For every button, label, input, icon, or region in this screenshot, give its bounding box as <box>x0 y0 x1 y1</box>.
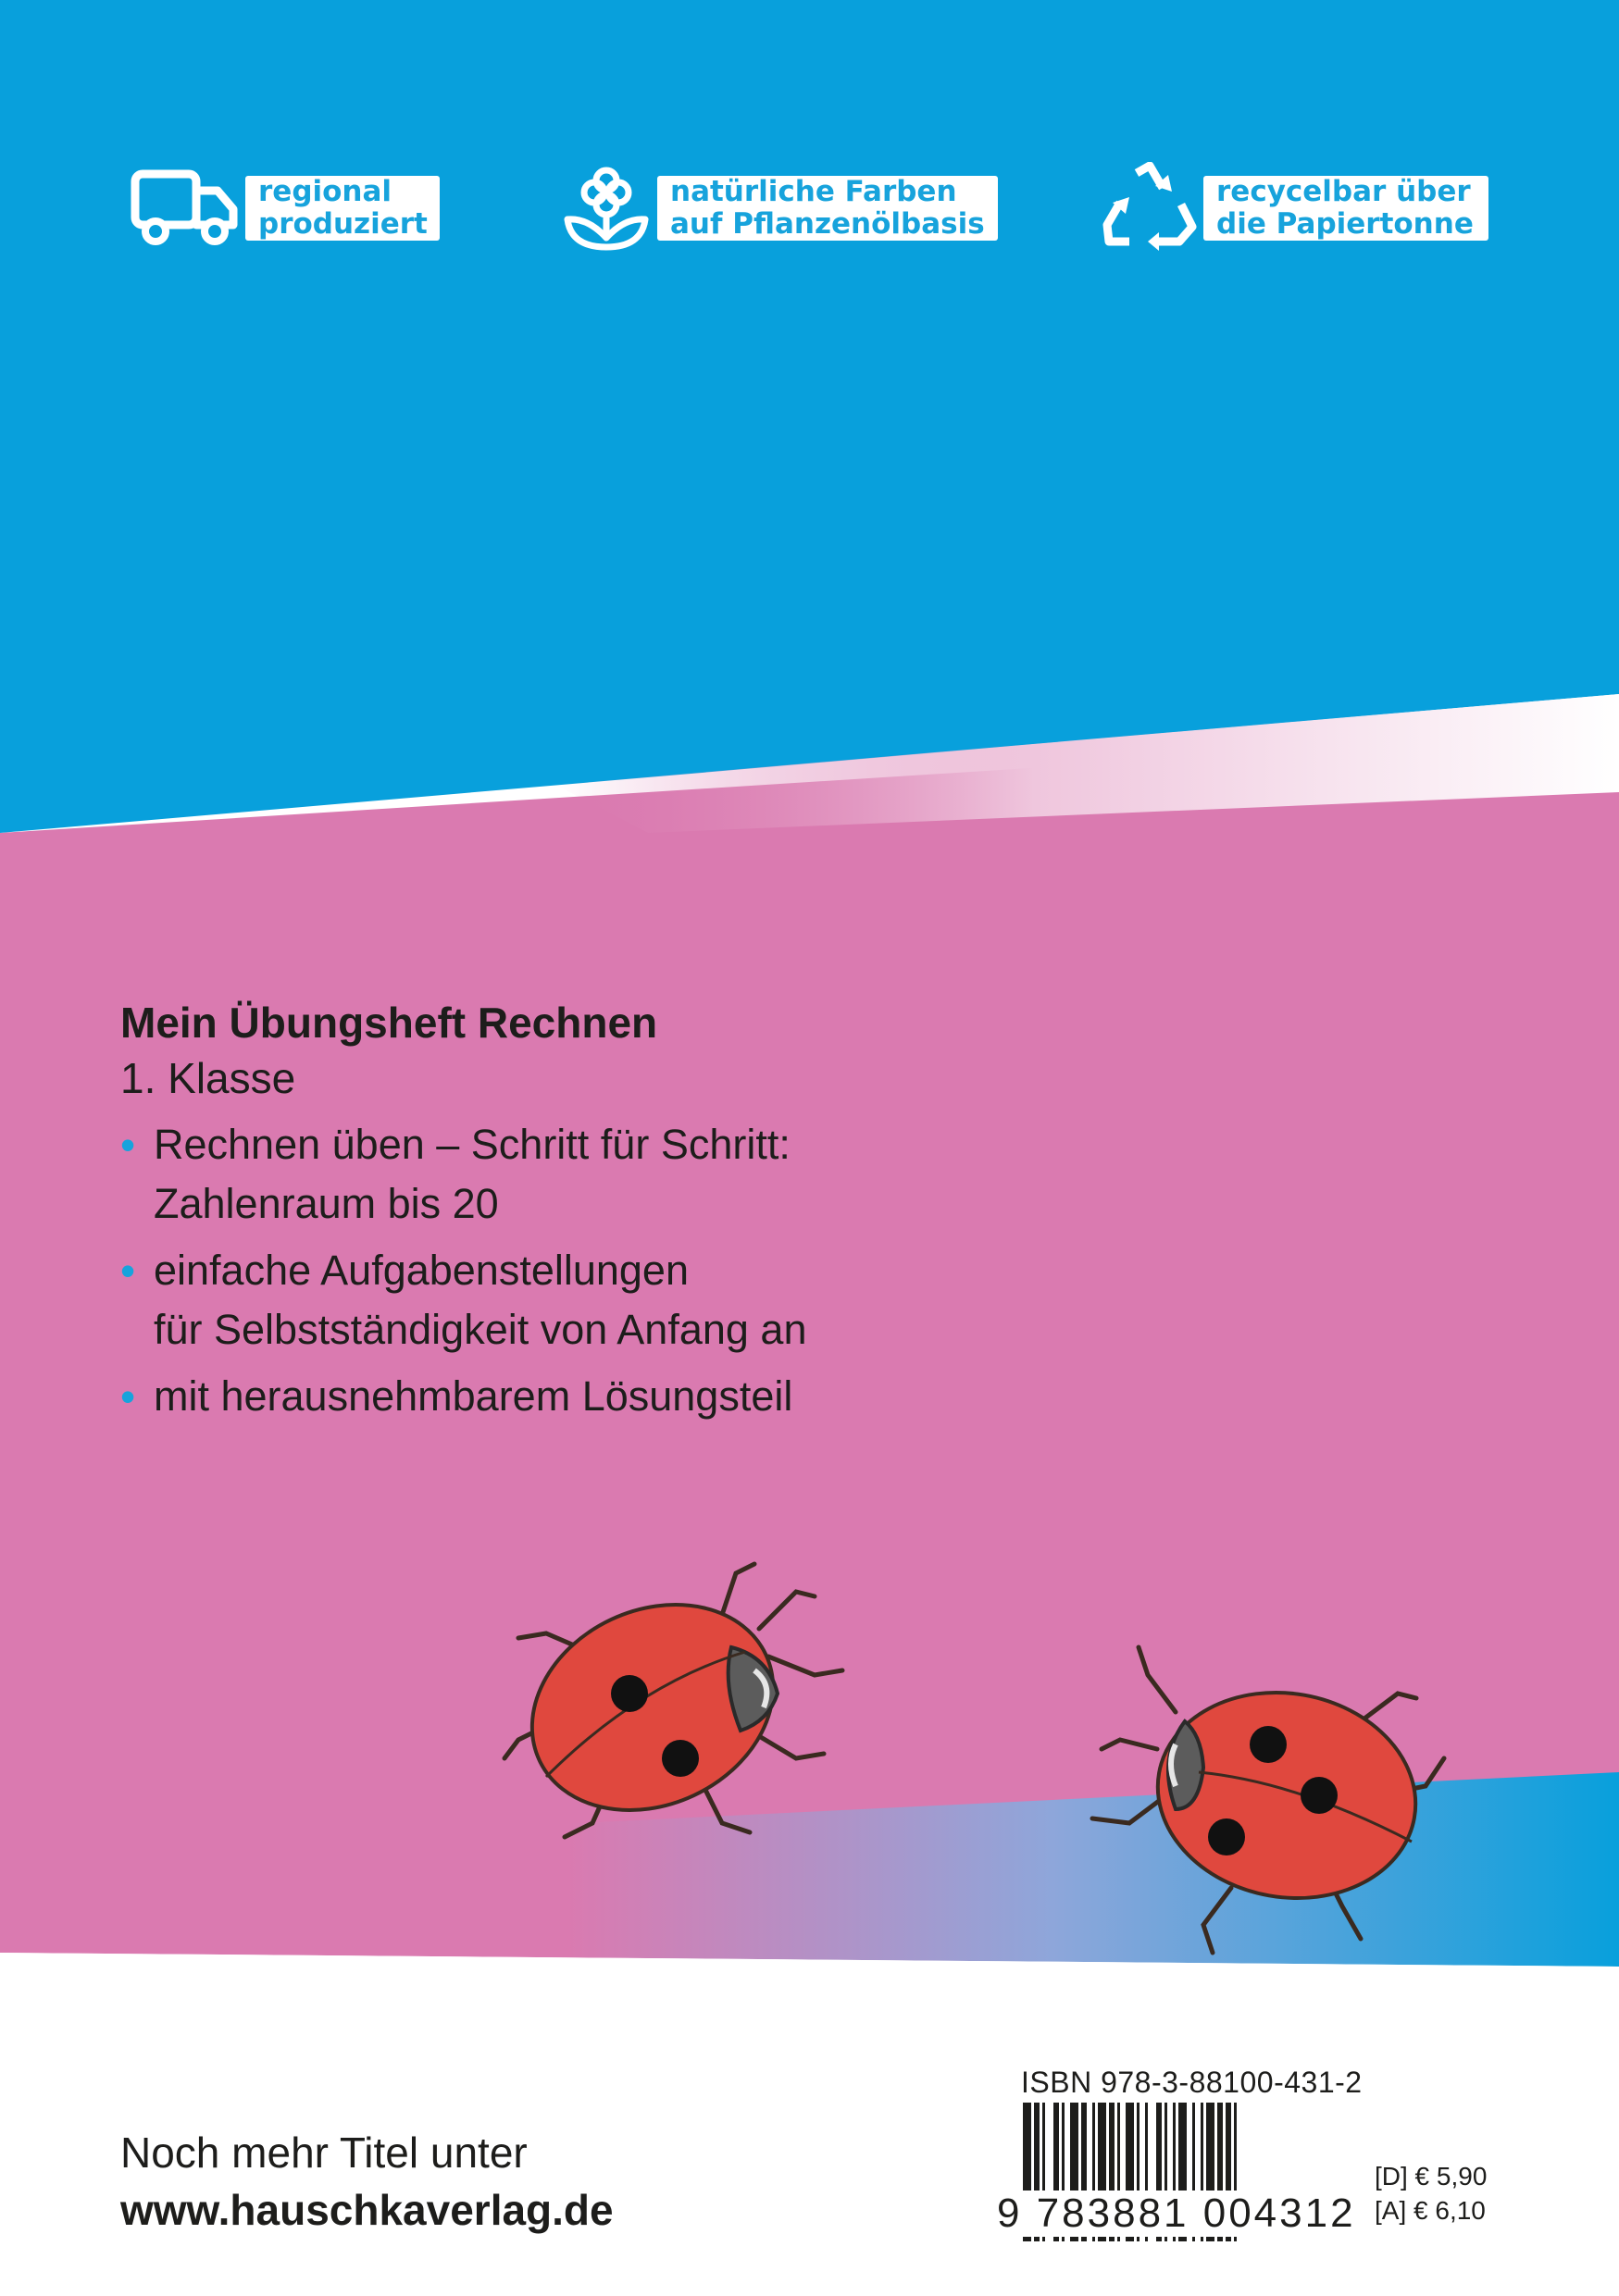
book-grade: 1. Klasse <box>120 1054 296 1102</box>
badge-regional-line1: regional <box>258 175 392 208</box>
bullet-icon: • <box>120 1247 136 1295</box>
feature-item <box>120 1367 1139 1426</box>
badge-natural-colors-line2: auf Pflanzenölbasis <box>670 207 985 241</box>
feature-item <box>120 1241 1139 1359</box>
isbn-label: ISBN 978-3-88100-431-2 <box>1021 2066 1363 2099</box>
badge-recyclable-line1: recycelbar über <box>1216 175 1471 208</box>
book-description <box>120 995 1139 1433</box>
feature-line: einfache Aufgabenstellungen <box>154 1247 689 1294</box>
price-germany: [D] € 5,90 <box>1375 2162 1488 2191</box>
bullet-icon: • <box>120 1372 136 1421</box>
badge-natural-colors-line1: natürliche Farben <box>670 175 957 208</box>
ladybug-right-icon <box>1083 1610 1472 1962</box>
ladybug-left-icon <box>491 1545 879 1869</box>
feature-line: mit herausnehmbarem Lösungsteil <box>154 1372 793 1420</box>
badge-recyclable <box>1097 162 1488 254</box>
feature-list <box>120 1115 1139 1426</box>
footer-promo <box>120 2124 614 2239</box>
feature-line: für Selbstständigkeit von Anfang an <box>154 1306 807 1353</box>
truck-icon <box>125 162 245 254</box>
publisher-url[interactable]: www.hauschkaverlag.de <box>120 2186 614 2234</box>
more-titles-text: Noch mehr Titel unter <box>120 2128 528 2177</box>
badge-recyclable-line2: die Papiertonne <box>1216 207 1474 241</box>
feature-line: Zahlenraum bis 20 <box>154 1180 499 1227</box>
book-title: Mein Übungsheft Rechnen <box>120 999 658 1047</box>
price-austria: [A] € 6,10 <box>1375 2196 1486 2225</box>
feature-item <box>120 1115 1139 1234</box>
badge-regional <box>125 162 440 254</box>
badge-natural-colors <box>555 162 998 254</box>
feature-line: Rechnen üben – Schritt für Schritt: <box>154 1121 791 1168</box>
badge-regional-line2: produziert <box>258 207 428 241</box>
recycle-icon <box>1097 162 1203 254</box>
bullet-icon: • <box>120 1121 136 1169</box>
flower-icon <box>555 162 657 254</box>
barcode-number: 9 783881 004312 <box>997 2191 1356 2236</box>
